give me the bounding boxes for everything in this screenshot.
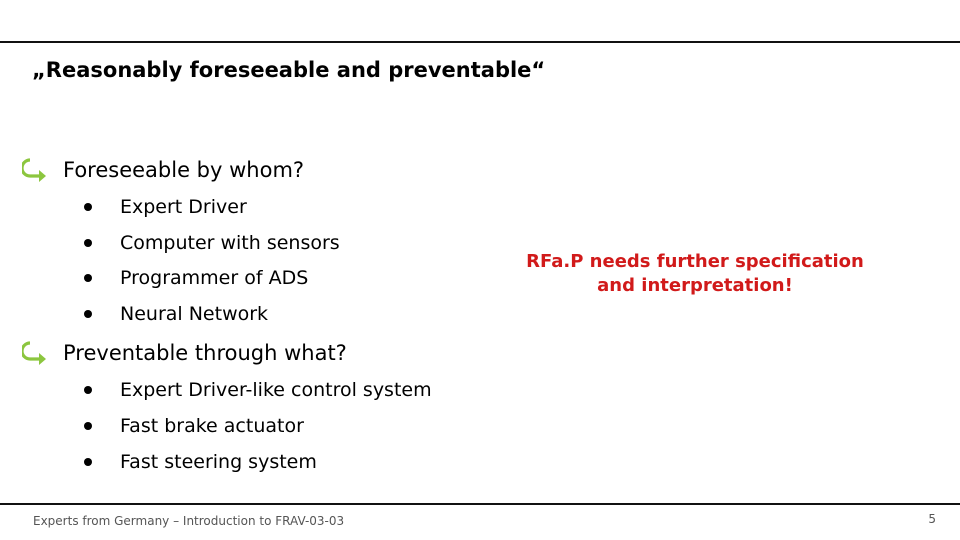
bullet-icon: [84, 239, 92, 247]
main-bullet-label: Foreseeable by whom?: [63, 158, 305, 182]
sub-bullet-label: Expert Driver: [120, 196, 247, 218]
sub-bullet: [84, 301, 268, 327]
sub-bullet: [84, 413, 304, 439]
bullet-icon: [84, 422, 92, 430]
sub-bullet-label: Fast brake actuator: [120, 415, 304, 437]
bullet-icon: [84, 274, 92, 282]
arrow-icon: [22, 340, 48, 366]
callout-note-line: RFa.P needs further specification: [526, 251, 864, 272]
bullet-icon: [84, 386, 92, 394]
sub-bullet: [84, 230, 340, 256]
sub-bullet-label: Fast steering system: [120, 451, 317, 473]
sub-bullet-label: Computer with sensors: [120, 232, 340, 254]
bullet-icon: [84, 310, 92, 318]
main-bullet-label: Preventable through what?: [63, 341, 347, 365]
sub-bullet: [84, 449, 317, 475]
callout-note: [485, 250, 905, 298]
sub-bullet: [84, 265, 308, 291]
sub-bullet-label: Neural Network: [120, 303, 269, 325]
footer-text: Experts from Germany – Introduction to FRAV-03-03: [33, 514, 345, 528]
bullet-icon: [84, 203, 92, 211]
bullet-icon: [84, 458, 92, 466]
main-bullet-preventable: [22, 338, 347, 368]
page-number: 5: [928, 512, 936, 526]
sub-bullet: [84, 377, 432, 403]
bottom-divider: [0, 503, 960, 505]
top-divider: [0, 41, 960, 43]
arrow-icon: [22, 157, 48, 183]
main-bullet-foreseeable: [22, 155, 304, 185]
callout-note-line: and interpretation!: [597, 275, 793, 296]
sub-bullet-label: Expert Driver-like control system: [120, 379, 432, 401]
sub-bullet-label: Programmer of ADS: [120, 267, 309, 289]
slide-title: „Reasonably foreseeable and preventable“: [32, 58, 546, 82]
sub-bullet: [84, 194, 247, 220]
